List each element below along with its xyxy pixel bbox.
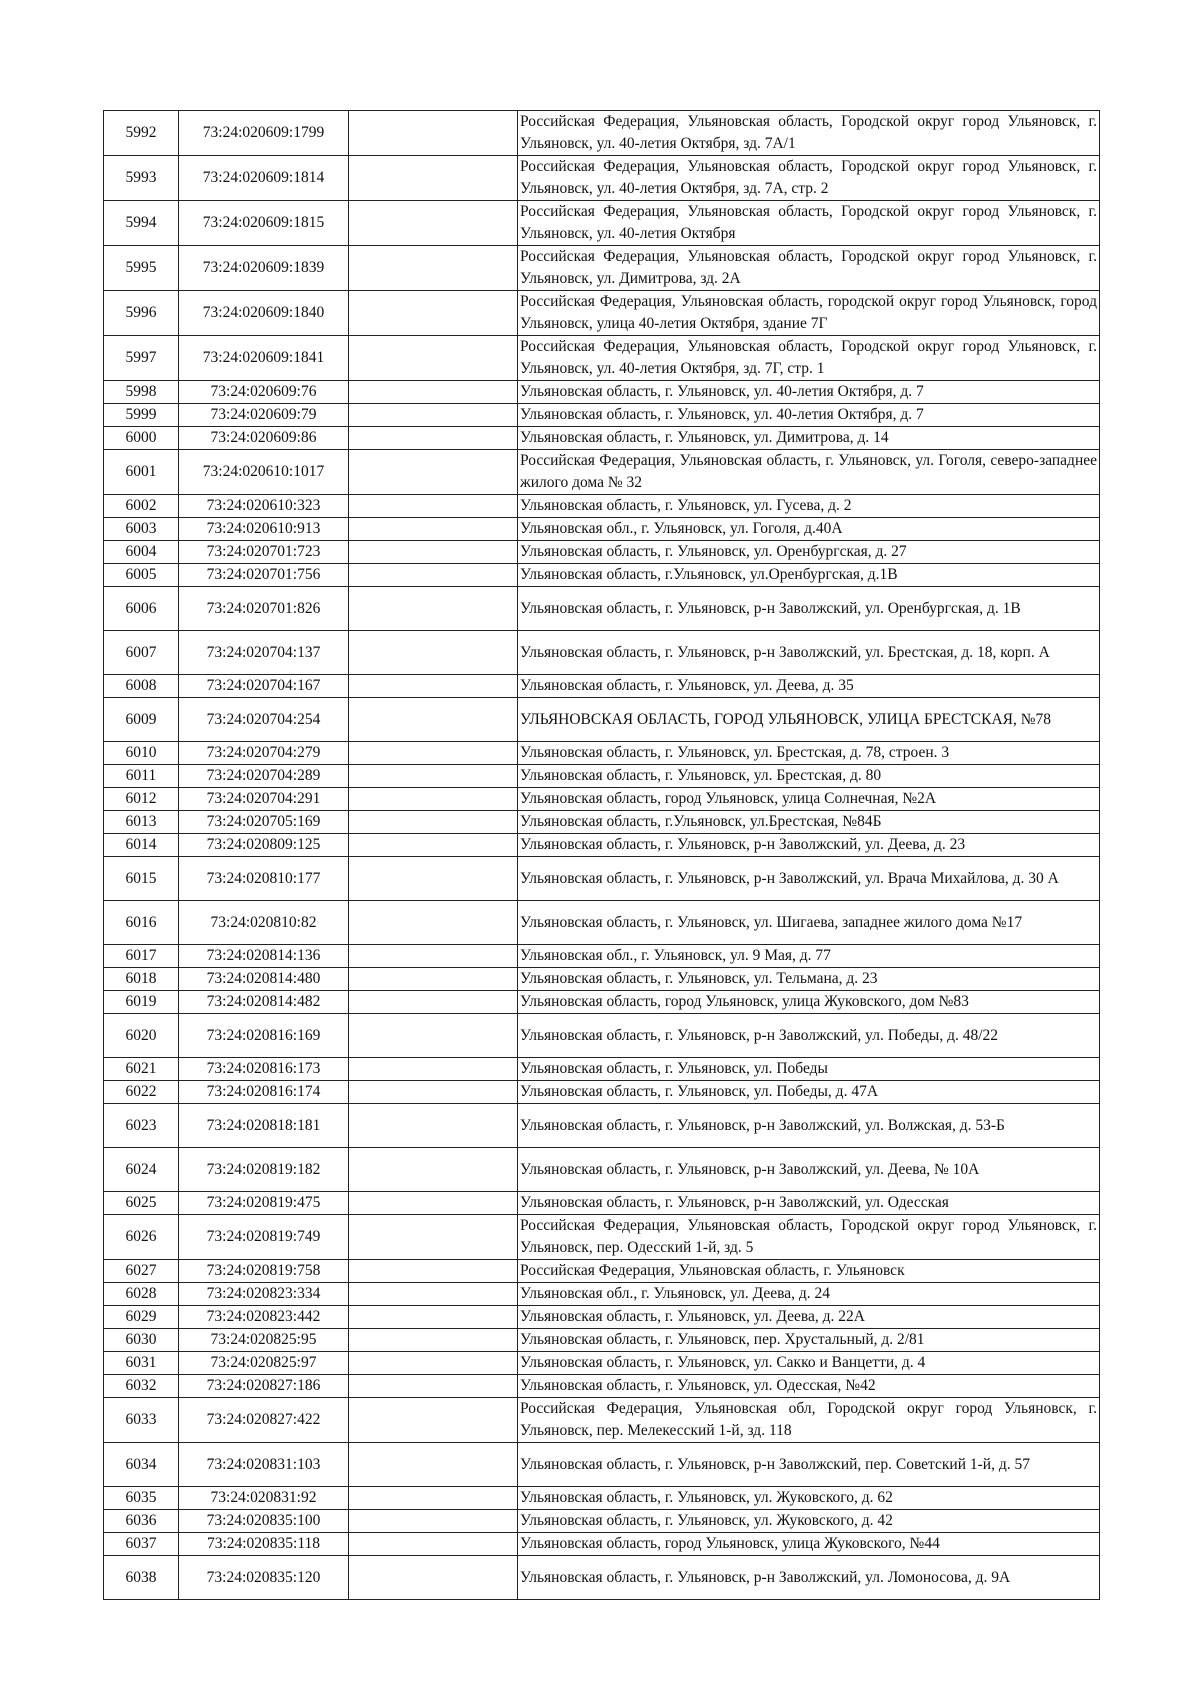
row-number-cell: 6013 bbox=[104, 811, 179, 834]
row-number-cell: 6000 bbox=[104, 427, 179, 450]
table-row bbox=[104, 968, 1100, 991]
cadastral-number-cell: 73:24:020609:1840 bbox=[179, 291, 349, 336]
cadastral-number-cell: 73:24:020609:1815 bbox=[179, 201, 349, 246]
table-row bbox=[104, 1148, 1100, 1192]
empty-cell bbox=[349, 1215, 518, 1260]
table-row bbox=[104, 246, 1100, 291]
cadastral-number-cell: 73:24:020810:177 bbox=[179, 857, 349, 901]
table-row bbox=[104, 495, 1100, 518]
table-row bbox=[104, 564, 1100, 587]
address-cell: Российская Федерация, Ульяновская область, Городской округ город Ульяновск, г. Ульяновск, ул. Димитрова, зд. 2А bbox=[518, 246, 1100, 291]
address-cell: Ульяновская область, г. Ульяновск, р-н Заволжский, ул. Брестская, д. 18, корп. А bbox=[518, 631, 1100, 675]
empty-cell bbox=[349, 246, 518, 291]
table-row bbox=[104, 156, 1100, 201]
address-cell: Ульяновская область, г.Ульяновск, ул.Оренбургская, д.1В bbox=[518, 564, 1100, 587]
table-row bbox=[104, 336, 1100, 381]
row-number-cell: 6019 bbox=[104, 991, 179, 1014]
cadastral-number-cell: 73:24:020835:100 bbox=[179, 1510, 349, 1533]
empty-cell bbox=[349, 111, 518, 156]
table-row bbox=[104, 291, 1100, 336]
row-number-cell: 5999 bbox=[104, 404, 179, 427]
empty-cell bbox=[349, 1487, 518, 1510]
cadastral-number-cell: 73:24:020704:289 bbox=[179, 765, 349, 788]
row-number-cell: 6035 bbox=[104, 1487, 179, 1510]
cadastral-number-cell: 73:24:020819:182 bbox=[179, 1148, 349, 1192]
address-cell: УЛЬЯНОВСКАЯ ОБЛАСТЬ, ГОРОД УЛЬЯНОВСК, УЛИЦА БРЕСТСКАЯ, №78 bbox=[518, 698, 1100, 742]
empty-cell bbox=[349, 450, 518, 495]
empty-cell bbox=[349, 1148, 518, 1192]
address-cell: Ульяновская область, г. Ульяновск, ул. Димитрова, д. 14 bbox=[518, 427, 1100, 450]
row-number-cell: 5994 bbox=[104, 201, 179, 246]
cadastral-number-cell: 73:24:020704:291 bbox=[179, 788, 349, 811]
address-cell: Ульяновская область, г. Ульяновск, ул. Жуковского, д. 62 bbox=[518, 1487, 1100, 1510]
cadastral-number-cell: 73:24:020819:758 bbox=[179, 1260, 349, 1283]
cadastral-number-cell: 73:24:020609:1814 bbox=[179, 156, 349, 201]
table-row bbox=[104, 1510, 1100, 1533]
row-number-cell: 5998 bbox=[104, 381, 179, 404]
address-cell: Российская Федерация, Ульяновская область, Городской округ город Ульяновск, г. Ульяновск, ул. 40-летия Октября, зд. 7А/1 bbox=[518, 111, 1100, 156]
table-row bbox=[104, 742, 1100, 765]
cadastral-number-cell: 73:24:020827:422 bbox=[179, 1398, 349, 1443]
table-row bbox=[104, 811, 1100, 834]
empty-cell bbox=[349, 1398, 518, 1443]
row-number-cell: 6021 bbox=[104, 1058, 179, 1081]
empty-cell bbox=[349, 1260, 518, 1283]
address-cell: Ульяновская область, г. Ульяновск, пер. Хрустальный, д. 2/81 bbox=[518, 1329, 1100, 1352]
cadastral-number-cell: 73:24:020819:475 bbox=[179, 1192, 349, 1215]
empty-cell bbox=[349, 698, 518, 742]
row-number-cell: 6009 bbox=[104, 698, 179, 742]
cadastral-number-cell: 73:24:020609:76 bbox=[179, 381, 349, 404]
address-cell: Ульяновская область, г. Ульяновск, ул. Тельмана, д. 23 bbox=[518, 968, 1100, 991]
table-row bbox=[104, 1081, 1100, 1104]
empty-cell bbox=[349, 404, 518, 427]
address-cell: Ульяновская область, г. Ульяновск, р-н Заволжский, ул. Волжская, д. 53-Б bbox=[518, 1104, 1100, 1148]
registry-table bbox=[103, 110, 1100, 1600]
address-cell: Российская Федерация, Ульяновская область, Городской округ город Ульяновск, г. Ульяновск, ул. 40-летия Октября, зд. 7Г, стр. 1 bbox=[518, 336, 1100, 381]
table-row bbox=[104, 1329, 1100, 1352]
row-number-cell: 5993 bbox=[104, 156, 179, 201]
row-number-cell: 6034 bbox=[104, 1443, 179, 1487]
table-row bbox=[104, 427, 1100, 450]
empty-cell bbox=[349, 742, 518, 765]
empty-cell bbox=[349, 587, 518, 631]
empty-cell bbox=[349, 945, 518, 968]
cadastral-number-cell: 73:24:020809:125 bbox=[179, 834, 349, 857]
empty-cell bbox=[349, 811, 518, 834]
address-cell: Ульяновская область, г. Ульяновск, ул. Брестская, д. 78, строен. 3 bbox=[518, 742, 1100, 765]
empty-cell bbox=[349, 541, 518, 564]
address-cell: Ульяновская область, г. Ульяновск, р-н Заволжский, ул. Победы, д. 48/22 bbox=[518, 1014, 1100, 1058]
row-number-cell: 6030 bbox=[104, 1329, 179, 1352]
empty-cell bbox=[349, 968, 518, 991]
empty-cell bbox=[349, 1375, 518, 1398]
table-row bbox=[104, 1283, 1100, 1306]
address-cell: Ульяновская область, г. Ульяновск, ул. Победы, д. 47А bbox=[518, 1081, 1100, 1104]
empty-cell bbox=[349, 518, 518, 541]
address-cell: Ульяновская область, город Ульяновск, улица Солнечная, №2А bbox=[518, 788, 1100, 811]
cadastral-number-cell: 73:24:020819:749 bbox=[179, 1215, 349, 1260]
address-cell: Российская Федерация, Ульяновская область, Городской округ город Ульяновск, г. Ульяновск, пер. Одесский 1-й, зд. 5 bbox=[518, 1215, 1100, 1260]
row-number-cell: 6025 bbox=[104, 1192, 179, 1215]
address-cell: Российская Федерация, Ульяновская область, городской округ город Ульяновск, город Ульяновск, улица 40-летия Октября, здание 7Г bbox=[518, 291, 1100, 336]
table-row bbox=[104, 991, 1100, 1014]
cadastral-number-cell: 73:24:020810:82 bbox=[179, 901, 349, 945]
empty-cell bbox=[349, 1283, 518, 1306]
cadastral-number-cell: 73:24:020831:92 bbox=[179, 1487, 349, 1510]
table-row bbox=[104, 834, 1100, 857]
cadastral-number-cell: 73:24:020816:173 bbox=[179, 1058, 349, 1081]
row-number-cell: 6018 bbox=[104, 968, 179, 991]
table-row bbox=[104, 901, 1100, 945]
row-number-cell: 6016 bbox=[104, 901, 179, 945]
cadastral-number-cell: 73:24:020609:1799 bbox=[179, 111, 349, 156]
cadastral-number-cell: 73:24:020609:1839 bbox=[179, 246, 349, 291]
cadastral-number-cell: 73:24:020823:334 bbox=[179, 1283, 349, 1306]
table-row bbox=[104, 698, 1100, 742]
row-number-cell: 6012 bbox=[104, 788, 179, 811]
cadastral-number-cell: 73:24:020814:136 bbox=[179, 945, 349, 968]
address-cell: Ульяновская область, г. Ульяновск, ул. Победы bbox=[518, 1058, 1100, 1081]
empty-cell bbox=[349, 991, 518, 1014]
cadastral-number-cell: 73:24:020610:1017 bbox=[179, 450, 349, 495]
address-cell: Ульяновская область, г. Ульяновск, р-н Заволжский, ул. Одесская bbox=[518, 1192, 1100, 1215]
empty-cell bbox=[349, 1443, 518, 1487]
cadastral-number-cell: 73:24:020609:86 bbox=[179, 427, 349, 450]
row-number-cell: 6001 bbox=[104, 450, 179, 495]
cadastral-number-cell: 73:24:020701:826 bbox=[179, 587, 349, 631]
empty-cell bbox=[349, 1306, 518, 1329]
cadastral-number-cell: 73:24:020816:169 bbox=[179, 1014, 349, 1058]
address-cell: Ульяновская область, г. Ульяновск, ул. Деева, д. 22А bbox=[518, 1306, 1100, 1329]
row-number-cell: 6004 bbox=[104, 541, 179, 564]
row-number-cell: 6017 bbox=[104, 945, 179, 968]
address-cell: Ульяновская область, г. Ульяновск, ул. Сакко и Ванцетти, д. 4 bbox=[518, 1352, 1100, 1375]
empty-cell bbox=[349, 631, 518, 675]
cadastral-number-cell: 73:24:020610:913 bbox=[179, 518, 349, 541]
row-number-cell: 6026 bbox=[104, 1215, 179, 1260]
address-cell: Ульяновская область, г. Ульяновск, р-н Заволжский, ул. Деева, № 10А bbox=[518, 1148, 1100, 1192]
table-row bbox=[104, 857, 1100, 901]
row-number-cell: 5996 bbox=[104, 291, 179, 336]
row-number-cell: 6007 bbox=[104, 631, 179, 675]
row-number-cell: 6005 bbox=[104, 564, 179, 587]
empty-cell bbox=[349, 1352, 518, 1375]
row-number-cell: 6029 bbox=[104, 1306, 179, 1329]
row-number-cell: 6031 bbox=[104, 1352, 179, 1375]
cadastral-number-cell: 73:24:020701:723 bbox=[179, 541, 349, 564]
row-number-cell: 6022 bbox=[104, 1081, 179, 1104]
empty-cell bbox=[349, 1533, 518, 1556]
cadastral-number-cell: 73:24:020827:186 bbox=[179, 1375, 349, 1398]
address-cell: Ульяновская область, г. Ульяновск, ул. Шигаева, западнее жилого дома №17 bbox=[518, 901, 1100, 945]
cadastral-number-cell: 73:24:020825:97 bbox=[179, 1352, 349, 1375]
cadastral-number-cell: 73:24:020835:120 bbox=[179, 1556, 349, 1600]
address-cell: Ульяновская область, г. Ульяновск, р-н Заволжский, ул. Врача Михайлова, д. 30 А bbox=[518, 857, 1100, 901]
address-cell: Ульяновская область, г. Ульяновск, ул. Жуковского, д. 42 bbox=[518, 1510, 1100, 1533]
empty-cell bbox=[349, 1058, 518, 1081]
row-number-cell: 6028 bbox=[104, 1283, 179, 1306]
table-row bbox=[104, 1014, 1100, 1058]
empty-cell bbox=[349, 495, 518, 518]
address-cell: Российская Федерация, Ульяновская область, Городской округ город Ульяновск, г. Ульяновск, ул. 40-летия Октября, зд. 7А, стр. 2 bbox=[518, 156, 1100, 201]
address-cell: Ульяновская обл., г. Ульяновск, ул. 9 Мая, д. 77 bbox=[518, 945, 1100, 968]
address-cell: Ульяновская область, г. Ульяновск, р-н Заволжский, ул. Ломоносова, д. 9А bbox=[518, 1556, 1100, 1600]
empty-cell bbox=[349, 901, 518, 945]
registry-body bbox=[104, 111, 1100, 1600]
cadastral-number-cell: 73:24:020814:482 bbox=[179, 991, 349, 1014]
row-number-cell: 5995 bbox=[104, 246, 179, 291]
cadastral-number-cell: 73:24:020818:181 bbox=[179, 1104, 349, 1148]
address-cell: Ульяновская область, г. Ульяновск, ул. 40-летия Октября, д. 7 bbox=[518, 381, 1100, 404]
empty-cell bbox=[349, 788, 518, 811]
empty-cell bbox=[349, 857, 518, 901]
empty-cell bbox=[349, 834, 518, 857]
row-number-cell: 6011 bbox=[104, 765, 179, 788]
empty-cell bbox=[349, 201, 518, 246]
row-number-cell: 6032 bbox=[104, 1375, 179, 1398]
address-cell: Ульяновская область, г. Ульяновск, р-н Заволжский, ул. Оренбургская, д. 1В bbox=[518, 587, 1100, 631]
cadastral-number-cell: 73:24:020609:1841 bbox=[179, 336, 349, 381]
row-number-cell: 5992 bbox=[104, 111, 179, 156]
address-cell: Российская Федерация, Ульяновская обл, Городской округ город Ульяновск, г. Ульяновск, пер. Мелекесский 1-й, зд. 118 bbox=[518, 1398, 1100, 1443]
table-row bbox=[104, 1104, 1100, 1148]
table-row bbox=[104, 1443, 1100, 1487]
row-number-cell: 6003 bbox=[104, 518, 179, 541]
address-cell: Ульяновская обл., г. Ульяновск, ул. Деева, д. 24 bbox=[518, 1283, 1100, 1306]
table-row bbox=[104, 518, 1100, 541]
cadastral-number-cell: 73:24:020610:323 bbox=[179, 495, 349, 518]
empty-cell bbox=[349, 675, 518, 698]
table-row bbox=[104, 111, 1100, 156]
table-row bbox=[104, 1306, 1100, 1329]
table-row bbox=[104, 1556, 1100, 1600]
row-number-cell: 6008 bbox=[104, 675, 179, 698]
cadastral-number-cell: 73:24:020823:442 bbox=[179, 1306, 349, 1329]
cadastral-number-cell: 73:24:020825:95 bbox=[179, 1329, 349, 1352]
row-number-cell: 6002 bbox=[104, 495, 179, 518]
row-number-cell: 6010 bbox=[104, 742, 179, 765]
address-cell: Ульяновская область, г. Ульяновск, р-н Заволжский, пер. Советский 1-й, д. 57 bbox=[518, 1443, 1100, 1487]
empty-cell bbox=[349, 564, 518, 587]
table-row bbox=[104, 1352, 1100, 1375]
table-row bbox=[104, 1192, 1100, 1215]
table-row bbox=[104, 541, 1100, 564]
row-number-cell: 6020 bbox=[104, 1014, 179, 1058]
cadastral-number-cell: 73:24:020704:279 bbox=[179, 742, 349, 765]
empty-cell bbox=[349, 1556, 518, 1600]
address-cell: Ульяновская обл., г. Ульяновск, ул. Гоголя, д.40А bbox=[518, 518, 1100, 541]
row-number-cell: 6038 bbox=[104, 1556, 179, 1600]
empty-cell bbox=[349, 336, 518, 381]
cadastral-number-cell: 73:24:020816:174 bbox=[179, 1081, 349, 1104]
table-row bbox=[104, 1487, 1100, 1510]
table-row bbox=[104, 1215, 1100, 1260]
table-row bbox=[104, 1058, 1100, 1081]
table-row bbox=[104, 450, 1100, 495]
address-cell: Ульяновская область, г. Ульяновск, ул. Деева, д. 35 bbox=[518, 675, 1100, 698]
table-row bbox=[104, 631, 1100, 675]
cadastral-number-cell: 73:24:020814:480 bbox=[179, 968, 349, 991]
empty-cell bbox=[349, 1192, 518, 1215]
empty-cell bbox=[349, 1081, 518, 1104]
table-row bbox=[104, 1533, 1100, 1556]
address-cell: Ульяновская область, г. Ульяновск, ул. Одесская, №42 bbox=[518, 1375, 1100, 1398]
table-row bbox=[104, 201, 1100, 246]
address-cell: Российская Федерация, Ульяновская область, Городской округ город Ульяновск, г. Ульяновск, ул. 40-летия Октября bbox=[518, 201, 1100, 246]
row-number-cell: 6024 bbox=[104, 1148, 179, 1192]
address-cell: Ульяновская область, город Ульяновск, улица Жуковского, дом №83 bbox=[518, 991, 1100, 1014]
cadastral-number-cell: 73:24:020831:103 bbox=[179, 1443, 349, 1487]
row-number-cell: 6006 bbox=[104, 587, 179, 631]
table-row bbox=[104, 1398, 1100, 1443]
empty-cell bbox=[349, 291, 518, 336]
address-cell: Российская Федерация, Ульяновская область, г. Ульяновск bbox=[518, 1260, 1100, 1283]
row-number-cell: 6027 bbox=[104, 1260, 179, 1283]
row-number-cell: 6015 bbox=[104, 857, 179, 901]
address-cell: Ульяновская область, г. Ульяновск, ул. Брестская, д. 80 bbox=[518, 765, 1100, 788]
cadastral-number-cell: 73:24:020704:137 bbox=[179, 631, 349, 675]
table-row bbox=[104, 404, 1100, 427]
table-row bbox=[104, 587, 1100, 631]
cadastral-number-cell: 73:24:020835:118 bbox=[179, 1533, 349, 1556]
cadastral-number-cell: 73:24:020701:756 bbox=[179, 564, 349, 587]
table-row bbox=[104, 765, 1100, 788]
row-number-cell: 5997 bbox=[104, 336, 179, 381]
row-number-cell: 6033 bbox=[104, 1398, 179, 1443]
row-number-cell: 6014 bbox=[104, 834, 179, 857]
row-number-cell: 6036 bbox=[104, 1510, 179, 1533]
table-row bbox=[104, 945, 1100, 968]
address-cell: Ульяновская область, г. Ульяновск, ул. Оренбургская, д. 27 bbox=[518, 541, 1100, 564]
table-row bbox=[104, 1375, 1100, 1398]
table-row bbox=[104, 1260, 1100, 1283]
empty-cell bbox=[349, 427, 518, 450]
address-cell: Ульяновская область, г.Ульяновск, ул.Брестская, №84Б bbox=[518, 811, 1100, 834]
empty-cell bbox=[349, 381, 518, 404]
row-number-cell: 6037 bbox=[104, 1533, 179, 1556]
empty-cell bbox=[349, 1510, 518, 1533]
row-number-cell: 6023 bbox=[104, 1104, 179, 1148]
cadastral-number-cell: 73:24:020609:79 bbox=[179, 404, 349, 427]
cadastral-number-cell: 73:24:020705:169 bbox=[179, 811, 349, 834]
address-cell: Ульяновская область, г. Ульяновск, ул. Гусева, д. 2 bbox=[518, 495, 1100, 518]
cadastral-number-cell: 73:24:020704:167 bbox=[179, 675, 349, 698]
empty-cell bbox=[349, 1329, 518, 1352]
address-cell: Ульяновская область, г. Ульяновск, ул. 40-летия Октября, д. 7 bbox=[518, 404, 1100, 427]
empty-cell bbox=[349, 156, 518, 201]
empty-cell bbox=[349, 1104, 518, 1148]
address-cell: Ульяновская область, г. Ульяновск, р-н Заволжский, ул. Деева, д. 23 bbox=[518, 834, 1100, 857]
empty-cell bbox=[349, 765, 518, 788]
table-row bbox=[104, 675, 1100, 698]
address-cell: Ульяновская область, город Ульяновск, улица Жуковского, №44 bbox=[518, 1533, 1100, 1556]
address-cell: Российская Федерация, Ульяновская область, г. Ульяновск, ул. Гоголя, северо-западнее жилого дома № 32 bbox=[518, 450, 1100, 495]
empty-cell bbox=[349, 1014, 518, 1058]
cadastral-number-cell: 73:24:020704:254 bbox=[179, 698, 349, 742]
table-row bbox=[104, 788, 1100, 811]
table-row bbox=[104, 381, 1100, 404]
